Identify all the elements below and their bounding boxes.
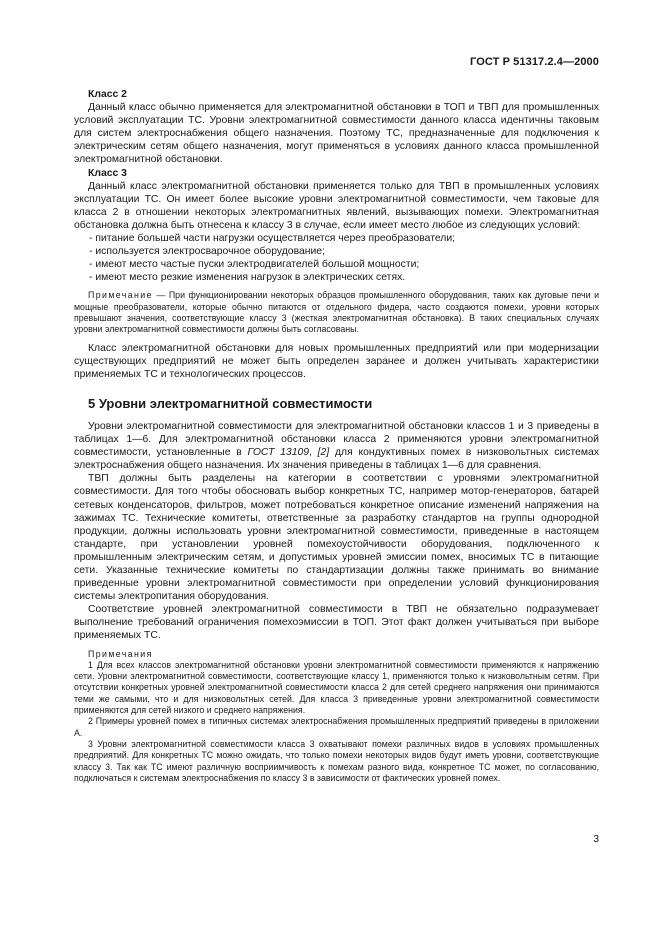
class2-text: Данный класс обычно применяется для электромагнитной обстановки в ТОП и ТВП для промышленных условий эксплуатации ТС. Уровни электромагнитной совместимости данного класса идентичны таковым для систем электроснабжения общего назначения. Поэтому ТС, предназначенные для подключения к электрическим сетям общего назначения, могут применяться в условиях данного класса промышленной электромагнитной обстановки.: [74, 102, 599, 166]
page-number: 3: [593, 834, 599, 845]
bibliography-reference: [2]: [317, 447, 330, 459]
condition-item: - используется электросварочное оборудование;: [89, 246, 325, 258]
note-text: — При функционировании некоторых образцов промышленного оборудования, таких как дуговые печи и мощные преобразователи, которые обычно питаются от отдельного фидера, часто создаются помехи, уровни которых превышают значения, соответствующие классу 3 (жесткая электромагнитная обстановка). В таких специальных случаях уровни электромагнитной совместимости должны быть согласованы.: [74, 290, 599, 335]
section-5-paragraph-1: Уровни электромагнитной совместимости для электромагнитной обстановки классов 1 и 3 приведены в таблицах 1—6. Для электромагнитной обстановки класса 2 применяются уровни электромагнитной совместимости, установленные в ГОСТ 13109, [2] для кондуктивных помех в низковольтных системах электроснабжения общего назначения. Их значения приведены в таблицах 1—6 для сравнения.: [74, 420, 600, 472]
note-item: 2 Примеры уровней помех в типичных системах электроснабжения промышленных предприятий приведены в приложении А.: [74, 716, 599, 738]
class3-note: [74, 290, 599, 335]
condition-item: - имеют место резкие изменения нагрузок в электрических сетях.: [89, 272, 406, 284]
notes-heading: Примечания: [88, 648, 153, 659]
section-5-paragraph-3: Соответствие уровней электромагнитной совместимости в ТВП не обязательно подразумевает выполнение требований ограничения помехоэмиссии в ТОП. Этот факт должен учитываться при выборе применяемых ТС.: [74, 604, 599, 642]
class3-text: Данный класс электромагнитной обстановки применяется только для ТВП в промышленных условиях эксплуатации ТС. Он имеет более высокие уровни электромагнитной совместимости, чем таковые для класса 2 в отношении некоторых электромагнитных явлений, вызывающих помехи. Электромагнитная обстановка должна быть отнесена к классу 3 в случае, если имеет место любое из следующих условий:: [74, 180, 599, 231]
class3-heading: Класс 3: [88, 167, 127, 179]
gost-reference: ГОСТ 13109: [247, 447, 310, 459]
class2-heading: Класс 2: [88, 89, 127, 100]
page-content: [74, 88, 599, 784]
document-code: ГОСТ Р 51317.2.4—2000: [470, 56, 599, 68]
class3-conditions-list: [74, 232, 599, 284]
section-5-title: 5 Уровни электромагнитной совместимости: [88, 395, 373, 411]
class-paragraph: Класс электромагнитной обстановки для новых промышленных предприятий или при модернизации существующих предприятий не может быть определен заранее и должен учитывать характеристики применяемых ТС и технологических процессов.: [74, 342, 599, 380]
note-item: 3 Уровни электромагнитной совместимости класса 3 охватывают помехи различных видов в условиях промышленных предприятий. Для конкретных ТС можно ожидать, что только помехи некоторых видов будут иметь уровни, соответствующие классу 3. Так как ТС имеют различную восприимчивость к помехам разного вида, конкретное ТС может, по согласованию, подключаться к системам электроснабжения по классу 3 в зависимости от фактических уровней помех.: [74, 738, 599, 783]
note-label: Примечание: [88, 290, 153, 301]
condition-item: - имеют место частые пуски электродвигателей большой мощности;: [89, 259, 420, 271]
note-item: 1 Для всех классов электромагнитной обстановки уровни электромагнитной совместимости применяются к напряжению сети. Уровни электромагнитной совместимости, соответствующие классу 1, применяются только к низковольтным сетям. При отсутствии конкретных уровней электромагнитной совместимости класса 2 для сетей среднего напряжения они принимаются теми же самыми, что и для низковольтных сетей. Для класса 3 приведенные уровни электромагнитной совместимости применяются для сетей низкого и среднего напряжения.: [74, 659, 599, 716]
condition-item: - питание большей части нагрузки осуществляется через преобразователи;: [89, 233, 456, 245]
section-5-paragraph-2: ТВП должны быть разделены на категории в соответствии с уровнями электромагнитной совместимости. Для того чтобы обосновать выбор конкретных ТС, например мотор-генераторов, батарей сетевых конденсаторов, фильтров, может потребоваться конкретное описание изменений напряжения на зажимах ТС. Технические комитеты, ответственные за разработку стандартов на группы однородной продукции, должны использовать уровни электромагнитной совместимости, приведенные в настоящем стандарте, при установлении уровней помехоустойчивости оборудования, подключенного к промышленным электрическим сетям, и допустимых уровней эмиссии помех, вносимых ТС в питающие сети. Указанные технические комитеты по стандартизации должны также принимать во внимание приведенные уровни электромагнитной совместимости при определении условий функционирования системы электропитания оборудования.: [74, 473, 599, 603]
